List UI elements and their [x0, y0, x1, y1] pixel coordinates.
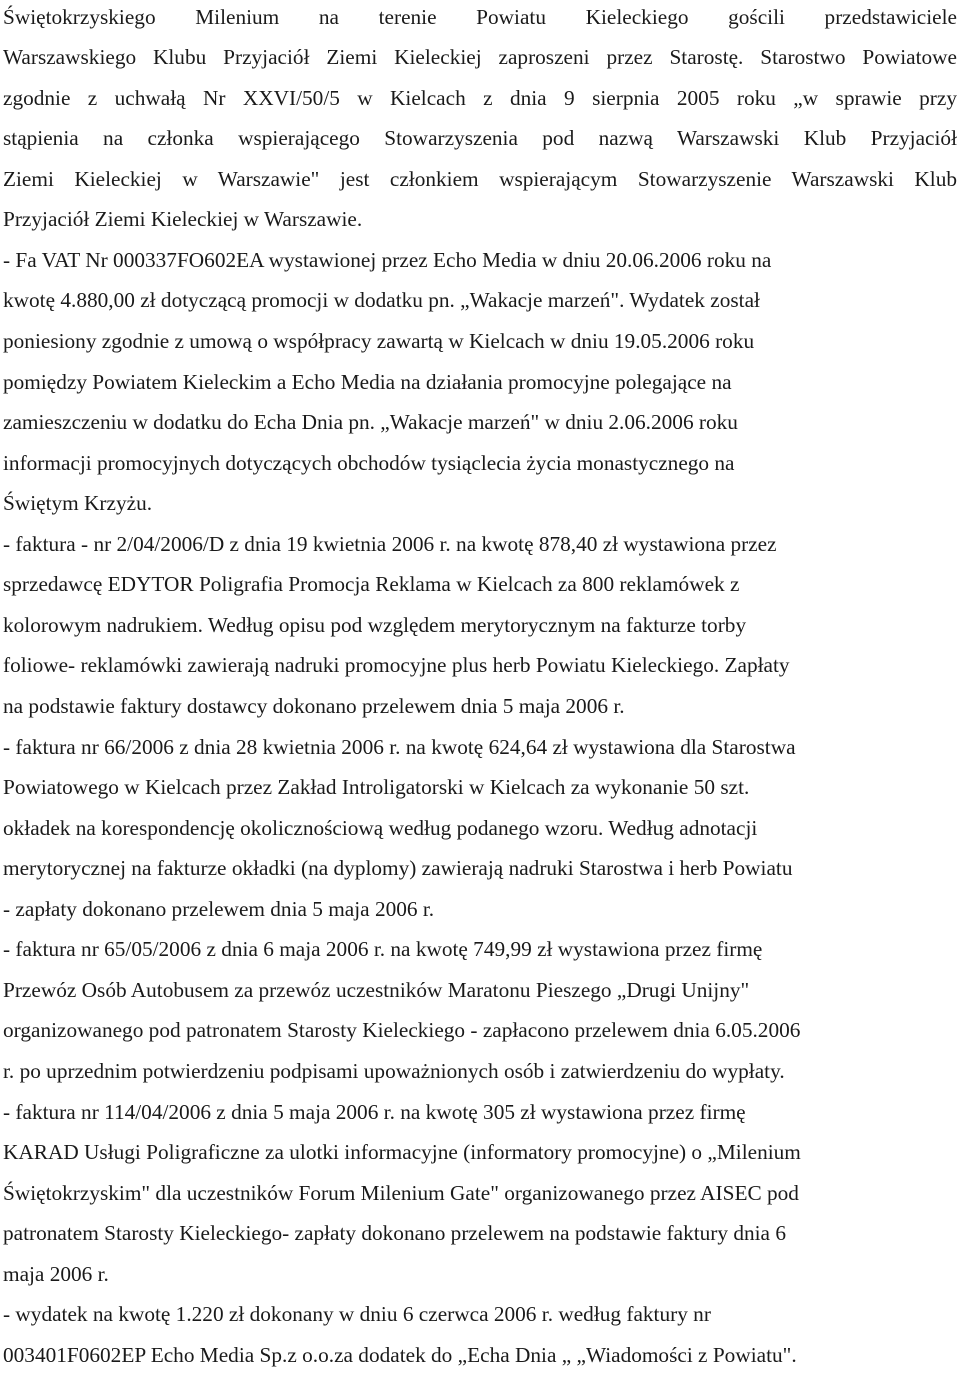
text-line: stąpienia na członka wspierającego Stowarzyszenia pod nazwą Warszawski Klub Przyjaciół: [3, 126, 957, 150]
text-line: Przewóz Osób Autobusem za przewóz uczestników Maratonu Pieszego „Drugi Unijny": [3, 978, 750, 1002]
text-line: Powiatowego w Kielcach przez Zakład Introligatorski w Kielcach za wykonanie 50 szt.: [3, 775, 750, 799]
text-line: kwotę 4.880,00 zł dotyczącą promocji w dodatku pn. „Wakacje marzeń". Wydatek został: [3, 288, 760, 312]
text-line: - faktura - nr 2/04/2006/D z dnia 19 kwietnia 2006 r. na kwotę 878,40 zł wystawiona przez: [3, 532, 777, 556]
text-line: r. po uprzednim potwierdzeniu podpisami upoważnionych osób i zatwierdzeniu do wypłaty.: [3, 1059, 785, 1083]
text-line: - Fa VAT Nr 000337FO602EA wystawionej przez Echo Media w dniu 20.06.2006 roku na: [3, 248, 772, 272]
text-line: KARAD Usługi Poligraficzne za ulotki informacyjne (informatory promocyjne) o „Milenium: [3, 1140, 801, 1164]
text-line: informacji promocyjnych dotyczących obchodów tysiąclecia życia monastycznego na: [3, 451, 735, 475]
text-line: patronatem Starosty Kieleckiego- zapłaty dokonano przelewem na podstawie faktury dnia 6: [3, 1221, 786, 1245]
text-line: kolorowym nadrukiem. Według opisu pod względem merytorycznym na fakturze torby: [3, 613, 747, 637]
text-line: - faktura nr 65/05/2006 z dnia 6 maja 2006 r. na kwotę 749,99 zł wystawiona przez firmę: [3, 937, 763, 961]
text-line: - wydatek na kwotę 1.220 zł dokonany w dniu 6 czerwca 2006 r. według faktury nr: [3, 1302, 711, 1326]
text-line: maja 2006 r.: [3, 1262, 109, 1286]
text-line: - zapłaty dokonano przelewem dnia 5 maja 2006 r.: [3, 897, 435, 921]
text-line: Świętym Krzyżu.: [3, 491, 153, 515]
text-line: zamieszczeniu w dodatku do Echa Dnia pn. „Wakacje marzeń" w dniu 2.06.2006 roku: [3, 410, 738, 434]
text-line: organizowanego pod patronatem Starosty Kieleckiego - zapłacono przelewem dnia 6.05.2006: [3, 1018, 801, 1042]
text-line: pomiędzy Powiatem Kieleckim a Echo Media na działania promocyjne polegające na: [3, 370, 732, 394]
text-line: Świętokrzyskiego Milenium na terenie Powiatu Kieleckiego gościli przedstawiciele: [3, 5, 957, 29]
text-line: poniesiony zgodnie z umową o współpracy zawartą w Kielcach w dniu 19.05.2006 roku: [3, 329, 755, 353]
text-line: Ziemi Kieleckiej w Warszawie" jest członkiem wspierającym Stowarzyszenie Warszawski Klub: [3, 167, 957, 191]
text-line: zgodnie z uchwałą Nr XXVI/50/5 w Kielcach z dnia 9 sierpnia 2005 roku „w sprawie przy: [3, 86, 957, 110]
text-line: - faktura nr 66/2006 z dnia 28 kwietnia 2006 r. na kwotę 624,64 zł wystawiona dla Starostwa: [3, 735, 796, 759]
text-line: merytorycznej na fakturze okładki (na dyplomy) zawierają nadruki Starostwa i herb Powiatu: [3, 856, 793, 880]
text-line: foliowe- reklamówki zawierają nadruki promocyjne plus herb Powiatu Kieleckiego. Zapłaty: [3, 653, 790, 677]
text-line: Świętokrzyskim" dla uczestników Forum Milenium Gate" organizowanego przez AISEC pod: [3, 1181, 799, 1205]
text-line: 003401F0602EP Echo Media Sp.z o.o.za dodatek do „Echa Dnia „ „Wiadomości z Powiatu".: [3, 1343, 797, 1367]
text-line: - faktura nr 114/04/2006 z dnia 5 maja 2006 r. na kwotę 305 zł wystawiona przez firmę: [3, 1100, 746, 1124]
text-line: Warszawskiego Klubu Przyjaciół Ziemi Kieleckiej zaproszeni przez Starostę. Starostwo Powiatowe: [3, 45, 957, 69]
text-line: okładek na korespondencję okolicznościową według podanego wzoru. Według adnotacji: [3, 816, 758, 840]
text-line: Przyjaciół Ziemi Kieleckiej w Warszawie.: [3, 207, 363, 231]
text-line: na podstawie faktury dostawcy dokonano przelewem dnia 5 maja 2006 r.: [3, 694, 625, 718]
text-line: sprzedawcę EDYTOR Poligrafia Promocja Reklama w Kielcach za 800 reklamówek z: [3, 572, 740, 596]
